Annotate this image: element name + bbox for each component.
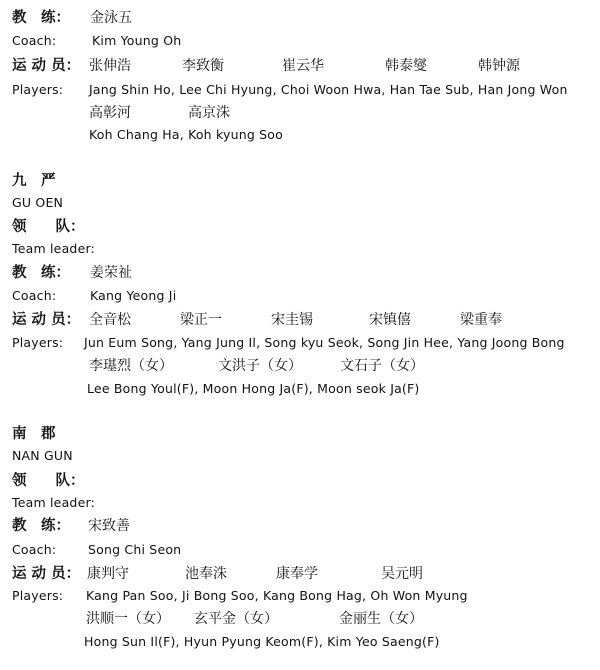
players-label-cn: 运 动 员： [12, 312, 81, 328]
player-name-cn: 玄平金（女） [194, 611, 278, 627]
player-name-cn: 吴元明 [381, 566, 423, 582]
player-name-cn: 文洪子（女） [218, 358, 302, 374]
team-name-cn: 南 郡 [12, 426, 56, 442]
players-label-en: Players: [12, 335, 64, 350]
player-name-cn: 文石子（女） [340, 358, 424, 374]
player-name-cn: 张伸浩 [89, 58, 131, 74]
coach-label-cn: 教 练： [12, 518, 70, 534]
players-names-en: Jun Eum Song, Yang Jung Il, Song kyu Seok, Song Jin Hee, Yang Joong Bong [84, 335, 565, 350]
team-leader-label-cn: 领 队： [12, 473, 85, 489]
player-name-cn: 韩钟源 [478, 58, 520, 74]
team-name-cn: 九 严 [12, 173, 56, 189]
player-name-cn: 高京洙 [188, 105, 230, 121]
team-leader-label-cn: 领 队： [12, 219, 85, 235]
players-names-en: Kang Pan Soo, Ji Bong Soo, Kang Bong Hag, Oh Won Myung [86, 588, 468, 603]
coach-name-en: Kang Yeong Ji [90, 288, 177, 303]
players-names-en: Koh Chang Ha, Koh kyung Soo [89, 127, 283, 142]
player-name-cn: 李璂烈（女） [89, 358, 173, 374]
team-leader-label-en: Team leader: [12, 495, 95, 510]
coach-label-cn: 教 练： [12, 10, 70, 26]
player-name-cn: 康奉学 [276, 566, 318, 582]
team-name-en: GU OEN [12, 195, 64, 210]
player-name-cn: 池奉洙 [185, 566, 227, 582]
coach-label-en: Coach: [12, 33, 57, 48]
player-name-cn: 梁重奉 [460, 312, 502, 328]
player-name-cn: 宋镇僖 [369, 312, 411, 328]
coach-name-cn: 宋致善 [88, 518, 130, 534]
players-label-cn: 运 动 员： [12, 58, 81, 74]
players-label-en: Players: [12, 82, 64, 97]
player-name-cn: 梁正一 [180, 312, 222, 328]
coach-label-cn: 教 练： [12, 265, 70, 281]
player-name-cn: 崔云华 [282, 58, 324, 74]
coach-name-en: Song Chi Seon [88, 542, 182, 557]
team-name-en: NAN GUN [12, 448, 73, 463]
coach-name-cn: 姜荣祉 [90, 265, 132, 281]
team-leader-label-en: Team leader: [12, 241, 95, 256]
players-names-en: Hong Sun Il(F), Hyun Pyung Keom(F), Kim Yeo Saeng(F) [84, 634, 440, 649]
player-name-cn: 宋圭锡 [271, 312, 313, 328]
player-name-cn: 高彰河 [89, 105, 131, 121]
players-label-cn: 运 动 员： [12, 566, 81, 582]
player-name-cn: 金丽生（女） [339, 611, 423, 627]
players-names-en: Lee Bong Youl(F), Moon Hong Ja(F), Moon seok Ja(F) [87, 381, 420, 396]
players-names-en: Jang Shin Ho, Lee Chi Hyung, Choi Woon Hwa, Han Tae Sub, Han Jong Won [89, 82, 568, 97]
coach-name-en: Kim Young Oh [92, 33, 182, 48]
player-name-cn: 李致衡 [182, 58, 224, 74]
coach-name-cn: 金泳五 [90, 10, 132, 26]
player-name-cn: 全音松 [89, 312, 131, 328]
players-label-en: Players: [12, 588, 64, 603]
player-name-cn: 康判守 [87, 566, 129, 582]
player-name-cn: 洪顺一（女） [86, 611, 170, 627]
player-name-cn: 韩泰燮 [385, 58, 427, 74]
coach-label-en: Coach: [12, 542, 57, 557]
coach-label-en: Coach: [12, 288, 57, 303]
